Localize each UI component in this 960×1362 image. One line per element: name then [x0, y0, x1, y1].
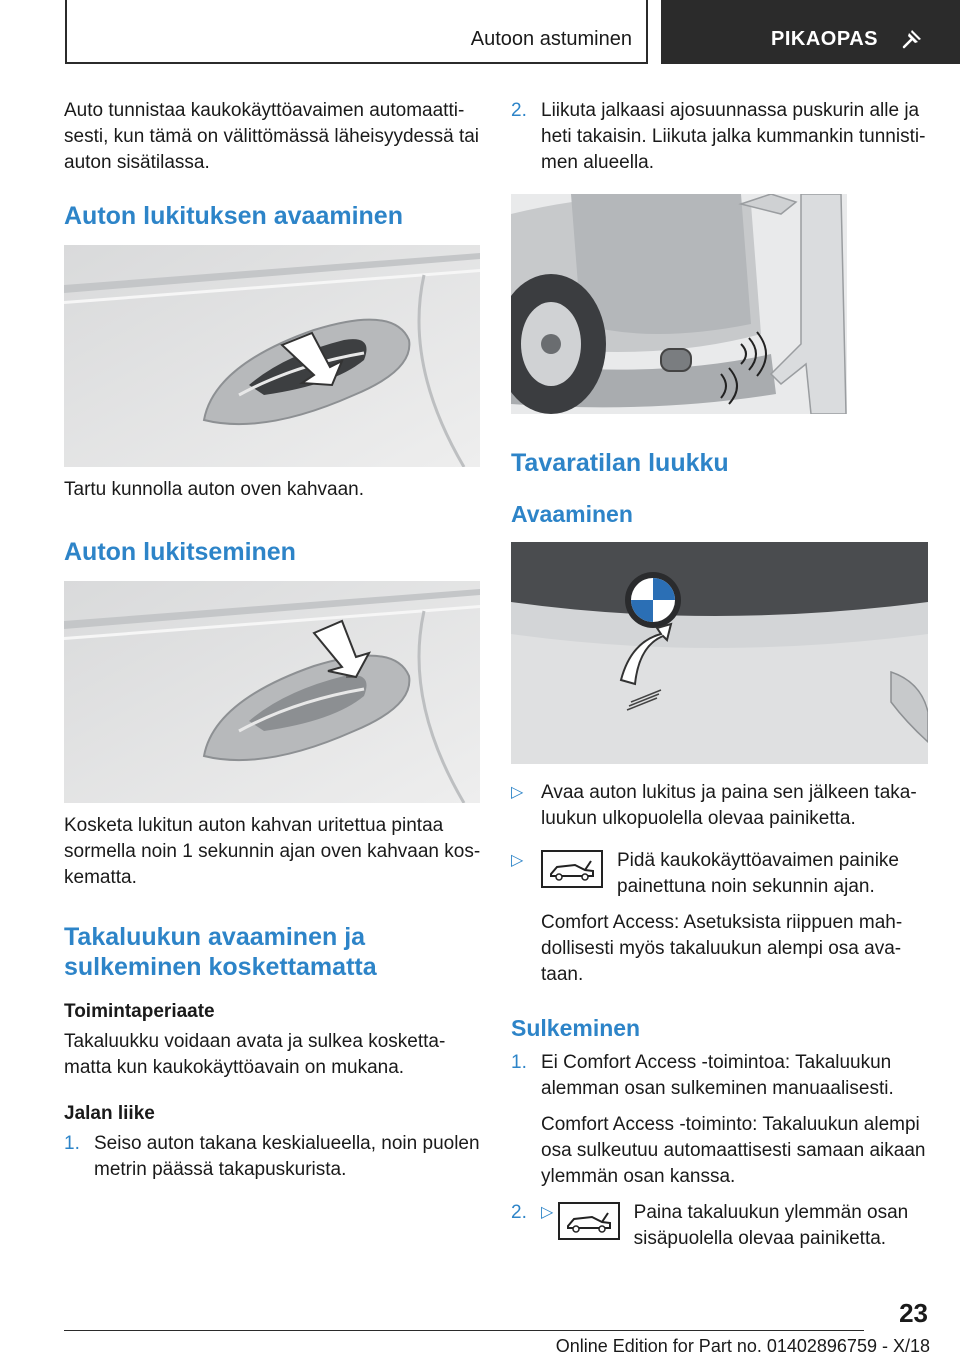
- door-handle-unlock-figure: [64, 245, 480, 467]
- car-trunk-button-icon: [558, 1202, 620, 1240]
- close-step-1-number: 1.: [511, 1052, 527, 1073]
- close-step-1-text: Ei Comfort Access -toimintoa: Takaluukun alemman osan sulkeminen manuaalisesti.: [541, 1052, 894, 1099]
- trunk-heading: Tavaratilan luukku: [511, 449, 729, 477]
- close-step-2: [511, 1200, 929, 1252]
- open-bullet-2-text: Pidä kaukokäyttöavaimen painike painettuna noin sekunnin ajan.: [617, 850, 900, 897]
- step-2-number: 2.: [511, 100, 527, 121]
- footer-divider: [64, 1330, 864, 1331]
- open-bullet-1-text: Avaa auton lukitus ja paina sen jälkeen takaluukun ulkopuolella olevaa painiketta.: [541, 782, 917, 829]
- step-2-text: Liikuta jalkaasi ajosuunnassa puskurin alle ja heti takaisin. Liikuta jalka kummankin tunnistimen alueella.: [541, 100, 926, 173]
- bullet-triangle-icon: ▷: [511, 852, 524, 869]
- open-bullet-1: [511, 780, 929, 832]
- step-1: [64, 1131, 482, 1183]
- intro-paragraph: Auto tunnistaa kaukokäyttöavaimen automaattisesti, kun tämä on välittömässä läheisyydessä tai auton sisätilassa.: [64, 100, 480, 173]
- header-guide-title: PIKAOPAS: [771, 28, 878, 50]
- trunk-button-figure: [511, 542, 928, 764]
- lock-caption: Kosketa lukitun auton kahvan uritettua pintaa sormella noin 1 sekunnin ajan oven kahvaan koskematta.: [64, 815, 481, 888]
- bullet-triangle-icon: ▷: [541, 1204, 554, 1221]
- car-trunk-button-icon: [541, 850, 603, 888]
- header-section-title: Autoon astuminen: [470, 28, 632, 50]
- step-2: [511, 98, 929, 176]
- header-guide-box: [661, 0, 960, 64]
- pin-icon: [899, 26, 925, 52]
- comfort-open-note: Comfort Access: Asetuksista riippuen mahdollisesti myös takaluukun alempi osa avataan.: [541, 912, 903, 985]
- left-column: [64, 98, 482, 1183]
- unlock-caption: Tartu kunnolla auton oven kahvaan.: [64, 479, 364, 500]
- foot-heading: Jalan liike: [64, 1103, 155, 1124]
- close-step-1: [511, 1050, 929, 1102]
- close-step-2-number: 2.: [511, 1202, 527, 1223]
- open-bullet-2: [511, 848, 929, 900]
- principle-heading: Toimintaperiaate: [64, 1001, 215, 1022]
- step-1-text: Seiso auton takana keskialueella, noin puolen metrin päässä takapuskurista.: [94, 1133, 480, 1180]
- door-handle-lock-figure: [64, 581, 480, 803]
- touchless-heading: Takaluukun avaaminen ja sulkeminen koskettamatta: [64, 923, 377, 981]
- open-heading: Avaaminen: [511, 501, 633, 527]
- close-step-2-text: Paina takaluukun ylemmän osan sisäpuolella olevaa painiketta.: [633, 1202, 909, 1249]
- page-number: 23: [899, 1298, 928, 1328]
- close-heading: Sulkeminen: [511, 1015, 641, 1041]
- lock-heading: Auton lukitseminen: [64, 538, 296, 566]
- right-column: [511, 98, 929, 1252]
- step-1-number: 1.: [64, 1133, 80, 1154]
- footer-edition: Online Edition for Part no. 01402896759 - X/18: [555, 1336, 930, 1356]
- close-step-1-comfort: Comfort Access -toiminto: Takaluukun alempi osa sulkeutuu automaattisesti samaan aikaan ylemmän osan kanssa.: [541, 1114, 926, 1187]
- header-section-box: [65, 0, 648, 64]
- unlock-heading: Auton lukituksen avaaminen: [64, 202, 403, 230]
- principle-paragraph: Takaluukku voidaan avata ja sulkea koskettamatta kun kaukokäyttöavain on mukana.: [64, 1031, 446, 1078]
- foot-motion-figure: [511, 194, 847, 414]
- bullet-triangle-icon: ▷: [511, 784, 524, 801]
